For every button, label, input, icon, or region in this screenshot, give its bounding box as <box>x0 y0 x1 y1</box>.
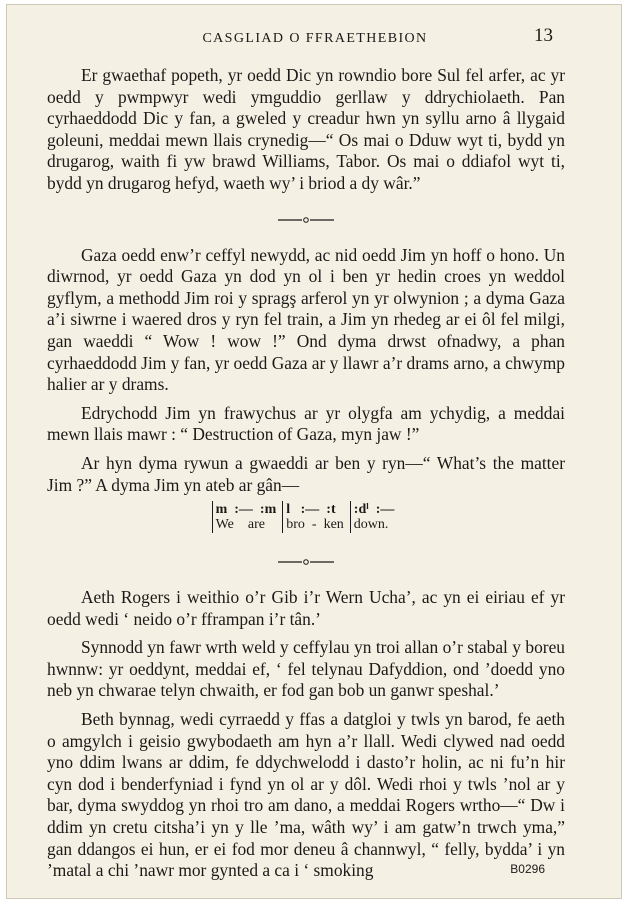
story1-paragraph: Er gwaethaf popeth, yr oedd Dic yn rowndio bore Sul fel arfer, ac yr oedd y pwmpwyr wedi ymguddio gerllaw y ddrychiolaeth. Pan cyrhaeddodd Dic y fan, a gweled y creadur hwn yn syllu arno â llygaid goleuni, meddai mewn llais crynedig—“ Os mai o Dduw wyt ti, bydd yn drugarog, waith fi yw brawd Williams, Tabor. Os mai o ddiafol wyt ti, bydd yn drugarog hefyd, waeth wy’ i briod a dy wâr.” <box>47 65 565 193</box>
catalog-code: B0296 <box>510 862 545 876</box>
page-number: 13 <box>534 25 553 46</box>
story2-paragraph: Ar hyn dyma rywun a gwaeddi ar ben y ryn—“ What’s the matter Jim ?” A dyma Jim yn ateb ar gân— <box>47 452 565 495</box>
story2-paragraph: Edrychodd Jim yn frawychus ar yr olygfa am ychydig, a meddai mewn llais mawr : “ Destruction of Gaza, myn jaw !” <box>47 402 565 445</box>
music-notes: m :— :m <box>215 502 277 518</box>
section-separator <box>47 537 565 587</box>
separator-ornament-icon <box>276 557 336 567</box>
story3-paragraph: Aeth Rogers i weithio o’r Gib i’r Wern Ucha’, ac yn ei eiriau ef yr oedd wedi ‘ neido o’r fframpan i’r tân.’ <box>47 587 565 629</box>
music-bar <box>212 501 283 533</box>
music-lyrics: We are <box>215 517 265 533</box>
music-notes: l :— :t <box>286 502 336 518</box>
story2-paragraph: Gaza oedd enw’r ceffyl newydd, ac nid oedd Jim yn hoff o hono. Un diwrnod, yr oedd Gaza yn dod yn ol i ben yr hedin croes yn weddol gyflym, a methodd Jim roi y spragş arferol yn yr olwynion ; a dyma Gaza a’i siwrne i waered dros y ryn fel train, a Jim yn rhedeg ar ei ôl fel milgi, gan waeddi “ Wow ! wow !” Ond dyma drwst ofnadwy, a phan cyrhaeddodd Jim y fan, yr oedd Gaza ar y llawr a’r drams arno, a chwymp halier ar y drams. <box>47 244 565 395</box>
music-bar <box>282 501 350 533</box>
music-bar <box>350 501 401 533</box>
page-body <box>47 65 565 882</box>
music-notes: :dˡ :— <box>353 502 395 518</box>
section-separator <box>47 195 565 245</box>
book-page <box>6 4 622 899</box>
music-lyrics: down. <box>353 517 389 533</box>
story3-paragraph: Beth bynnag, wedi cyrraedd y ffas a datgloi y twls yn barod, fe aeth o amgylch i geisio gwybodaeth am hyn a’r llall. Wedi clywed nad oedd yno ddim lwans ar ddim, fe ddychwelodd i dasto’r holin, ac ni fu’n hir cyn dod i benderfyniad i fynd yn ol ar y dôl. Wedi rhoi y twls ’nol ar y bar, dyma swyddog yn rhoi tro am dano, a meddai Rogers wrtho—“ Dw i ddim yn cretu citsha’i yn y lle ’ma, wâth wy’ i am gatw’n trwch yma,” gan ddangos ei hun, er ei fod mor deneu â channwyl, “ felly, bydda’ i yn ’matal a chi ’nawr mor gynted a ca i ‘ smoking <box>47 709 565 881</box>
tonic-sol-fa-notation <box>47 501 565 533</box>
music-lyrics: bro - ken <box>286 517 344 533</box>
running-title: CASGLIAD O FFRAETHEBION <box>202 31 428 46</box>
separator-ornament-icon <box>276 215 336 225</box>
story3-paragraph: Synnodd yn fawr wrth weld y ceffylau yn troi allan o’r stabal y boreu hwnnw: yr oeddynt, meddai ef, ‘ fel telynau Dafyddion, ond ’doedd yno neb yn chwarae telyn chwaith, er fod gan bob un ganwr speshal.’ <box>47 637 565 701</box>
